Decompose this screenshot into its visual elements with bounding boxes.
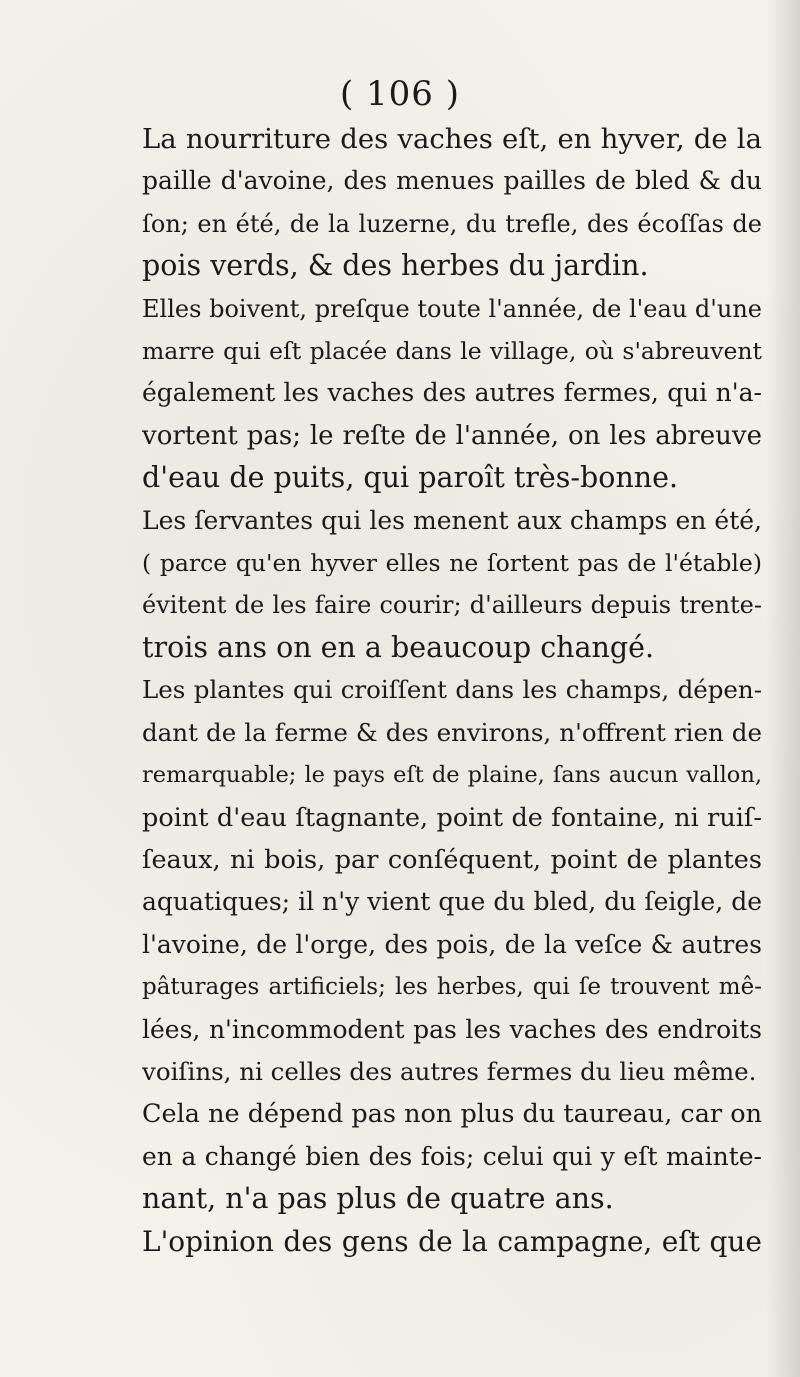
- text-line: d'eau de puits, qui paroît très-bonne.: [142, 461, 679, 495]
- paragraph-4: [112, 669, 762, 1093]
- text-line: pâturages artificiels; les herbes, qui ſe trouvent mê-: [142, 974, 762, 1001]
- text-line: Cela ne dépend pas non plus du taureau, car on: [142, 1099, 762, 1130]
- text-line: aquatiques; il n'y vient que du bled, du ſeigle, de: [142, 887, 762, 917]
- paragraph-5: [112, 1093, 762, 1220]
- text-line: nant, n'a pas plus de quatre ans.: [142, 1182, 614, 1216]
- text-line: Les plantes qui croiſſent dans les champs, dépen-: [142, 675, 762, 705]
- text-line: pois verds, & des herbes du jardin.: [142, 249, 649, 283]
- text-line: ( parce qu'en hyver elles ne ſortent pas de l'étable): [142, 549, 762, 578]
- text-line: en a changé bien des fois; celui qui y eſt mainte-: [142, 1141, 762, 1171]
- paragraph-3: [112, 500, 762, 670]
- text-line: ſeaux, ni bois, par conſéquent, point de plantes: [142, 844, 762, 875]
- text-line: La nourriture des vaches eſt, en hyver, de la: [142, 123, 762, 155]
- text-line: dant de la ferme & des environs, n'offrent rien de: [142, 717, 762, 747]
- page-number: ( 106 ): [339, 74, 461, 114]
- body-text: [112, 118, 762, 1263]
- paragraph-1: [112, 118, 762, 288]
- page-edge-shadow: [766, 0, 800, 1377]
- text-line: également les vaches des autres fermes, qui n'a-: [142, 378, 762, 408]
- text-line: l'avoine, de l'orge, des pois, de la veſce & autres: [142, 929, 762, 959]
- text-line: point d'eau ſtagnante, point de fontaine, ni ruiſ-: [142, 802, 762, 833]
- text-line: trois ans on en a beaucoup changé.: [142, 630, 655, 664]
- text-line: lées, n'incommodent pas les vaches des endroits: [142, 1014, 762, 1044]
- text-line: vortent pas; le reſte de l'année, on les abreuve: [142, 420, 762, 451]
- text-line: L'opinion des gens de la campagne, eſt que: [142, 1224, 762, 1258]
- text-line: voiſins, ni celles des autres fermes du lieu même.: [142, 1056, 757, 1086]
- paragraph-2: [112, 288, 762, 500]
- text-line: évitent de les faire courir; d'ailleurs depuis trente-: [142, 591, 762, 620]
- text-line: marre qui eſt placée dans le village, où s'abreuvent: [142, 337, 762, 366]
- text-line: paille d'avoine, des menues pailles de bled & du: [142, 166, 762, 196]
- text-line: Les ſervantes qui les menent aux champs en été,: [142, 505, 762, 535]
- paragraph-6: [112, 1221, 762, 1263]
- text-line: ſon; en été, de la luzerne, du trefle, des écoſſas de: [142, 209, 762, 238]
- text-line: remarquable; le pays eſt de plaine, ſans aucun vallon,: [142, 762, 762, 789]
- text-line: Elles boivent, preſque toute l'année, de l'eau d'une: [142, 294, 762, 323]
